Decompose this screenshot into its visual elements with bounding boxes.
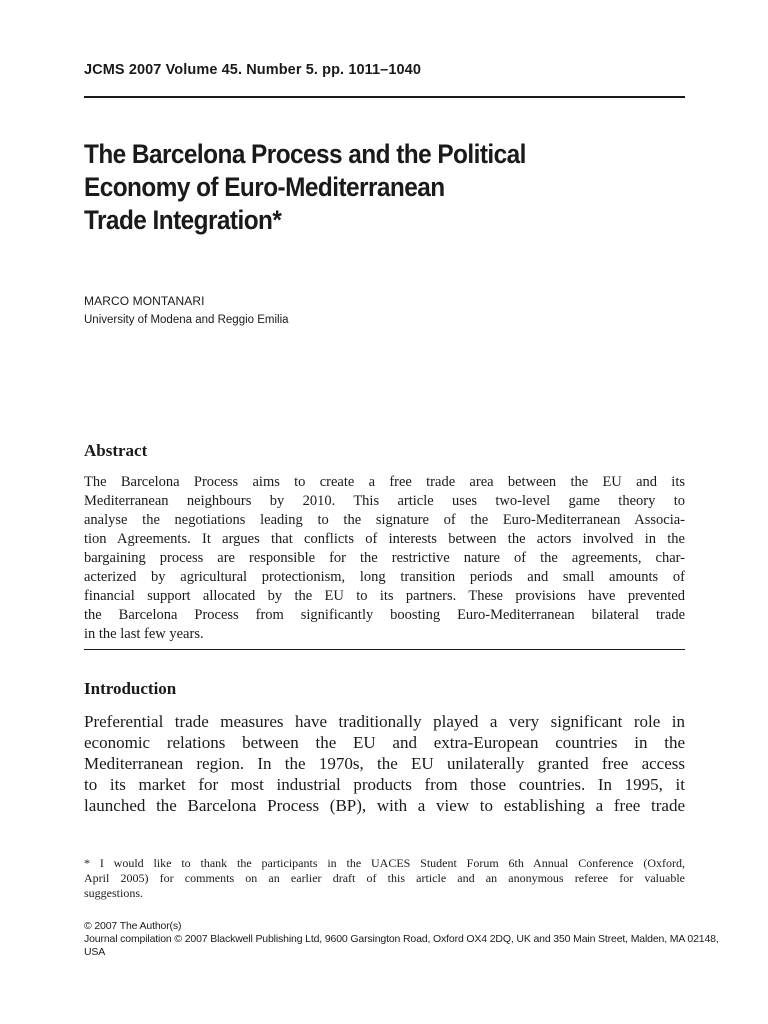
introduction-line: Preferential trade measures have traditionally played a very significant role in [84,712,685,731]
introduction-body [84,711,685,816]
introduction-line: launched the Barcelona Process (BP), with a view to establishing a free trade [84,796,685,815]
abstract-line: The Barcelona Process aims to create a free trade area between the EU and its [84,474,685,490]
abstract-line: tion Agreements. It argues that conflicts of interests between the actors involved in the [84,531,685,547]
abstract-line: bargaining process are responsible for the restrictive nature of the agreements, char- [84,550,685,566]
author-name: MARCO MONTANARI [84,294,205,308]
abstract-body [84,473,685,644]
abstract-line: Mediterranean neighbours by 2010. This article uses two-level game theory to [84,493,685,509]
copyright-notice [84,920,719,959]
abstract-line: financial support allocated by the EU to its partners. These provisions have prevented [84,588,685,604]
abstract-heading: Abstract [84,441,148,460]
introduction-line: to its market for most industrial products from those countries. In 1995, it [84,775,685,794]
acknowledgement-footnote [84,856,685,901]
footnote-line: * I would like to thank the participants in the UACES Student Forum 6th Annual Conference (Oxford, [84,856,685,870]
abstract-line: the Barcelona Process from significantly boosting Euro-Mediterranean bilateral trade [84,607,685,623]
introduction-heading: Introduction [84,679,177,698]
title-line: Trade Integration* [84,205,282,235]
abstract-line: in the last few years. [84,626,204,642]
abstract-line: acterized by agricultural protectionism, long transition periods and small amounts of [84,569,685,585]
abstract-divider [84,649,685,650]
introduction-line: Mediterranean region. In the 1970s, the EU unilaterally granted free access [84,754,685,773]
article-title [84,138,636,237]
header-divider [84,96,685,98]
author-affiliation: University of Modena and Reggio Emilia [84,314,289,326]
copyright-line: USA [84,946,106,958]
journal-running-head: JCMS 2007 Volume 45. Number 5. pp. 1011–1040 [84,62,421,78]
copyright-line: Journal compilation © 2007 Blackwell Publishing Ltd, 9600 Garsington Road, Oxford OX4 2DQ, UK and 350 Main Street, Malden, MA 02148, [84,933,719,945]
abstract-line: analyse the negotiations leading to the signature of the Euro-Mediterranean Associa- [84,512,685,528]
title-line: Economy of Euro-Mediterranean [84,172,445,202]
copyright-line: © 2007 The Author(s) [84,920,182,932]
title-line: The Barcelona Process and the Political [84,139,526,169]
footnote-line: suggestions. [84,886,144,900]
footnote-line: April 2005) for comments on an earlier draft of this article and an anonymous referee for valuable [84,871,685,885]
introduction-line: economic relations between the EU and extra-European countries in the [84,733,685,752]
